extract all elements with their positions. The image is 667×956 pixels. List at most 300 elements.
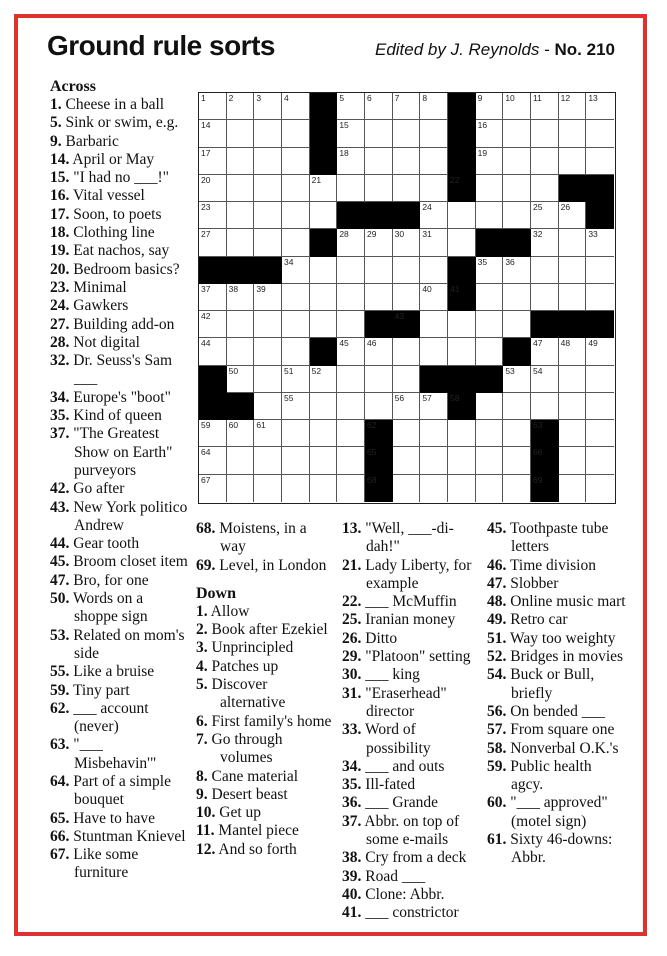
clue-text: Barbaric bbox=[61, 132, 119, 150]
clue-number: 28. bbox=[50, 333, 70, 351]
grid-square[interactable] bbox=[282, 311, 310, 338]
grid-square[interactable] bbox=[476, 475, 504, 502]
grid-square[interactable] bbox=[282, 120, 310, 147]
grid-square[interactable] bbox=[420, 338, 448, 365]
down-clue bbox=[342, 611, 484, 629]
down-clue bbox=[196, 658, 336, 676]
grid-square[interactable] bbox=[531, 366, 559, 393]
grid-square[interactable] bbox=[365, 175, 393, 202]
square-number: 68 bbox=[367, 474, 377, 485]
grid-square[interactable] bbox=[503, 284, 531, 311]
grid-square[interactable] bbox=[559, 366, 587, 393]
grid-square[interactable] bbox=[420, 393, 448, 420]
grid-square[interactable] bbox=[448, 202, 476, 229]
clue-text: Time division bbox=[506, 556, 596, 574]
grid-square[interactable] bbox=[254, 366, 282, 393]
grid-square[interactable] bbox=[254, 175, 282, 202]
clue-text: Gawkers bbox=[69, 297, 129, 315]
grid-square[interactable] bbox=[337, 420, 365, 447]
grid-square[interactable] bbox=[586, 475, 614, 502]
grid-square[interactable] bbox=[503, 202, 531, 229]
grid-square[interactable] bbox=[448, 475, 476, 502]
down-clue bbox=[196, 804, 336, 822]
grid-square[interactable] bbox=[282, 229, 310, 256]
grid-block bbox=[199, 257, 227, 284]
grid-square[interactable] bbox=[559, 202, 587, 229]
grid-square[interactable] bbox=[559, 229, 587, 256]
clue-text: Go after bbox=[69, 480, 125, 498]
grid-square[interactable] bbox=[586, 366, 614, 393]
grid-square[interactable] bbox=[420, 148, 448, 175]
grid-square[interactable] bbox=[199, 175, 227, 202]
across-clue bbox=[50, 682, 188, 700]
grid-square[interactable] bbox=[310, 202, 338, 229]
grid-square[interactable] bbox=[282, 148, 310, 175]
grid-square[interactable] bbox=[337, 257, 365, 284]
grid-block bbox=[227, 393, 255, 420]
grid-square[interactable] bbox=[227, 202, 255, 229]
grid-square[interactable] bbox=[420, 284, 448, 311]
clue-number: 41. bbox=[342, 904, 362, 922]
grid-square[interactable] bbox=[559, 284, 587, 311]
clue-text: Allow bbox=[207, 602, 250, 620]
grid-square[interactable] bbox=[393, 284, 421, 311]
grid-square[interactable] bbox=[559, 148, 587, 175]
grid-square[interactable] bbox=[559, 393, 587, 420]
grid-block bbox=[448, 257, 476, 284]
grid-square[interactable] bbox=[420, 120, 448, 147]
grid-square[interactable] bbox=[420, 93, 448, 120]
grid-square[interactable] bbox=[282, 202, 310, 229]
grid-square[interactable] bbox=[337, 148, 365, 175]
square-number: 30 bbox=[394, 229, 405, 240]
grid-square[interactable] bbox=[503, 447, 531, 474]
down-clue bbox=[196, 676, 336, 713]
grid-square[interactable] bbox=[448, 447, 476, 474]
grid-square[interactable] bbox=[337, 284, 365, 311]
grid-square[interactable] bbox=[393, 229, 421, 256]
grid-square[interactable] bbox=[227, 338, 255, 365]
grid-square[interactable] bbox=[227, 93, 255, 120]
square-number: 51 bbox=[284, 365, 294, 376]
clue-text: Sixty 46-downs: Abbr. bbox=[506, 831, 613, 867]
grid-square[interactable] bbox=[586, 393, 614, 420]
clue-number: 14. bbox=[50, 150, 70, 168]
clue-number: 34. bbox=[342, 757, 362, 775]
down-clue bbox=[487, 740, 627, 758]
down-clue bbox=[342, 868, 484, 886]
clue-text: April or May bbox=[69, 150, 155, 168]
grid-square[interactable] bbox=[199, 93, 227, 120]
grid-square[interactable] bbox=[310, 366, 338, 393]
grid-block bbox=[531, 420, 559, 447]
square-number: 60 bbox=[228, 420, 239, 431]
clue-text: Kind of queen bbox=[69, 407, 162, 425]
square-number: 53 bbox=[505, 365, 515, 376]
grid-square[interactable] bbox=[393, 475, 421, 502]
down-clue bbox=[342, 648, 484, 666]
grid-square[interactable] bbox=[448, 338, 476, 365]
grid-square[interactable] bbox=[227, 148, 255, 175]
clue-number: 12. bbox=[196, 840, 216, 858]
grid-square[interactable] bbox=[365, 93, 393, 120]
grid-square[interactable] bbox=[282, 257, 310, 284]
grid-square[interactable] bbox=[254, 338, 282, 365]
grid-square[interactable] bbox=[476, 393, 504, 420]
clue-text: Part of a simple bouquet bbox=[69, 772, 171, 809]
across-clue bbox=[50, 773, 188, 810]
grid-square[interactable] bbox=[227, 311, 255, 338]
grid-square[interactable] bbox=[476, 311, 504, 338]
grid-square[interactable] bbox=[531, 93, 559, 120]
grid-square[interactable] bbox=[503, 366, 531, 393]
grid-square[interactable] bbox=[393, 93, 421, 120]
grid-square[interactable] bbox=[531, 202, 559, 229]
clue-text: Online music mart bbox=[506, 593, 626, 611]
grid-square[interactable] bbox=[254, 148, 282, 175]
down-clue bbox=[196, 768, 336, 786]
clue-number: 51. bbox=[487, 629, 507, 647]
grid-square[interactable] bbox=[310, 311, 338, 338]
grid-square[interactable] bbox=[586, 257, 614, 284]
grid-square[interactable] bbox=[393, 447, 421, 474]
square-number: 9 bbox=[477, 93, 483, 103]
grid-square[interactable] bbox=[337, 93, 365, 120]
grid-square[interactable] bbox=[393, 148, 421, 175]
down-clue bbox=[342, 685, 484, 722]
square-number: 11 bbox=[533, 93, 542, 103]
grid-square[interactable] bbox=[282, 447, 310, 474]
grid-square[interactable] bbox=[448, 229, 476, 256]
down-clue bbox=[342, 813, 484, 850]
grid-square[interactable] bbox=[503, 475, 531, 502]
grid-square[interactable] bbox=[531, 229, 559, 256]
grid-square[interactable] bbox=[420, 257, 448, 284]
grid-square[interactable] bbox=[282, 284, 310, 311]
across-clue bbox=[50, 499, 188, 536]
grid-square[interactable] bbox=[199, 311, 227, 338]
clue-text: Clothing line bbox=[69, 224, 155, 242]
down-clue bbox=[487, 593, 627, 611]
grid-square[interactable] bbox=[337, 393, 365, 420]
grid-square[interactable] bbox=[559, 93, 587, 120]
clue-text: Public health agcy. bbox=[506, 757, 592, 794]
grid-square[interactable] bbox=[310, 393, 338, 420]
grid-square[interactable] bbox=[586, 338, 614, 365]
grid-square[interactable] bbox=[531, 175, 559, 202]
grid-square[interactable] bbox=[393, 420, 421, 447]
clue-text: Sink or swim, e.g. bbox=[61, 114, 179, 132]
grid-square[interactable] bbox=[476, 257, 504, 284]
grid-square[interactable] bbox=[254, 393, 282, 420]
grid-square[interactable] bbox=[199, 284, 227, 311]
grid-square[interactable] bbox=[586, 148, 614, 175]
clue-text: "Platoon" setting bbox=[361, 648, 471, 666]
down-clue bbox=[487, 666, 627, 703]
clue-number: 45. bbox=[50, 553, 70, 571]
clue-number: 61. bbox=[487, 831, 507, 849]
grid-square[interactable] bbox=[365, 257, 393, 284]
clue-text: Europe's "boot" bbox=[69, 388, 171, 406]
clue-number: 25. bbox=[342, 611, 362, 629]
grid-square[interactable] bbox=[531, 120, 559, 147]
grid-square[interactable] bbox=[420, 202, 448, 229]
grid-square[interactable] bbox=[503, 148, 531, 175]
grid-square[interactable] bbox=[337, 338, 365, 365]
grid-square[interactable] bbox=[282, 366, 310, 393]
grid-square[interactable] bbox=[476, 284, 504, 311]
across-clue bbox=[50, 316, 188, 334]
square-number: 5 bbox=[339, 93, 345, 103]
grid-square[interactable] bbox=[254, 420, 282, 447]
grid-square[interactable] bbox=[476, 202, 504, 229]
square-number: 41 bbox=[450, 283, 460, 294]
square-number: 38 bbox=[228, 283, 239, 294]
grid-square[interactable] bbox=[310, 447, 338, 474]
grid-square[interactable] bbox=[227, 420, 255, 447]
grid-square[interactable] bbox=[254, 475, 282, 502]
square-number: 66 bbox=[533, 447, 543, 458]
clue-number: 6. bbox=[196, 712, 208, 730]
grid-block bbox=[310, 229, 338, 256]
grid-block bbox=[531, 475, 559, 502]
grid-square[interactable] bbox=[199, 447, 227, 474]
square-number: 18 bbox=[339, 147, 349, 158]
grid-square[interactable] bbox=[420, 311, 448, 338]
square-number: 65 bbox=[367, 447, 377, 458]
grid-square[interactable] bbox=[476, 447, 504, 474]
grid-square[interactable] bbox=[254, 202, 282, 229]
clue-text: Eat nachos, say bbox=[69, 242, 170, 260]
clue-number: 34. bbox=[50, 388, 70, 406]
clue-text: Level, in London bbox=[215, 556, 327, 574]
across-clue bbox=[50, 553, 188, 571]
grid-square[interactable] bbox=[420, 420, 448, 447]
grid-square[interactable] bbox=[365, 120, 393, 147]
grid-square[interactable] bbox=[310, 420, 338, 447]
clue-text: Gear tooth bbox=[69, 535, 140, 553]
down-clue bbox=[342, 776, 484, 794]
clue-number: 11. bbox=[196, 822, 215, 840]
grid-square[interactable] bbox=[310, 475, 338, 502]
grid-square[interactable] bbox=[559, 475, 587, 502]
grid-square[interactable] bbox=[199, 475, 227, 502]
clue-number: 45. bbox=[487, 520, 507, 537]
grid-block bbox=[448, 148, 476, 175]
grid-square[interactable] bbox=[310, 257, 338, 284]
grid-square[interactable] bbox=[199, 202, 227, 229]
grid-square[interactable] bbox=[254, 311, 282, 338]
grid-square[interactable] bbox=[365, 338, 393, 365]
grid-block bbox=[365, 475, 393, 502]
grid-square[interactable] bbox=[559, 420, 587, 447]
square-number: 29 bbox=[367, 229, 377, 240]
grid-square[interactable] bbox=[365, 393, 393, 420]
grid-square[interactable] bbox=[365, 366, 393, 393]
grid-square[interactable] bbox=[503, 420, 531, 447]
grid-square[interactable] bbox=[254, 93, 282, 120]
grid-square[interactable] bbox=[227, 284, 255, 311]
clue-text: ___ king bbox=[361, 666, 420, 684]
down-clue bbox=[196, 639, 336, 657]
grid-square[interactable] bbox=[199, 120, 227, 147]
grid-square[interactable] bbox=[227, 475, 255, 502]
grid-square[interactable] bbox=[448, 420, 476, 447]
grid-square[interactable] bbox=[393, 120, 421, 147]
grid-square[interactable] bbox=[282, 420, 310, 447]
square-number: 48 bbox=[560, 338, 571, 349]
clue-number: 47. bbox=[487, 574, 507, 592]
grid-square[interactable] bbox=[337, 229, 365, 256]
clue-number: 64. bbox=[50, 772, 70, 790]
grid-square[interactable] bbox=[254, 284, 282, 311]
grid-square[interactable] bbox=[282, 338, 310, 365]
clues-column-3 bbox=[342, 520, 484, 923]
across-clue bbox=[50, 535, 188, 553]
clue-text: Go through volumes bbox=[207, 730, 283, 767]
grid-square[interactable] bbox=[254, 447, 282, 474]
clue-number: 3. bbox=[196, 639, 208, 657]
grid-square[interactable] bbox=[310, 284, 338, 311]
grid-square[interactable] bbox=[420, 447, 448, 474]
square-number: 49 bbox=[588, 338, 598, 349]
grid-square[interactable] bbox=[503, 175, 531, 202]
grid-square[interactable] bbox=[531, 338, 559, 365]
grid-square[interactable] bbox=[227, 120, 255, 147]
grid-square[interactable] bbox=[199, 338, 227, 365]
grid-square[interactable] bbox=[310, 175, 338, 202]
grid-square[interactable] bbox=[393, 257, 421, 284]
grid-block bbox=[586, 311, 614, 338]
clue-text: Related on mom's side bbox=[69, 626, 185, 662]
grid-square[interactable] bbox=[420, 229, 448, 256]
square-number: 22 bbox=[450, 174, 460, 185]
down-clue bbox=[342, 758, 484, 776]
grid-square[interactable] bbox=[337, 475, 365, 502]
grid-square[interactable] bbox=[586, 447, 614, 474]
grid-square[interactable] bbox=[503, 257, 531, 284]
grid-square[interactable] bbox=[531, 148, 559, 175]
across-clue bbox=[50, 352, 188, 389]
grid-square[interactable] bbox=[365, 148, 393, 175]
clue-number: 23. bbox=[50, 278, 70, 296]
grid-square[interactable] bbox=[476, 93, 504, 120]
grid-square[interactable] bbox=[393, 338, 421, 365]
clue-text: ___ constrictor bbox=[361, 904, 459, 922]
down-clue bbox=[196, 713, 336, 731]
square-number: 26 bbox=[560, 202, 571, 213]
grid-square[interactable] bbox=[586, 120, 614, 147]
grid-square[interactable] bbox=[476, 338, 504, 365]
grid-block bbox=[559, 311, 587, 338]
grid-square[interactable] bbox=[503, 93, 531, 120]
grid-square[interactable] bbox=[282, 93, 310, 120]
grid-square[interactable] bbox=[531, 393, 559, 420]
across-clue bbox=[50, 700, 188, 737]
clue-number: 60. bbox=[487, 794, 507, 812]
grid-square[interactable] bbox=[227, 229, 255, 256]
clue-text: Abbr. on top of some e-mails bbox=[361, 812, 460, 849]
down-clue bbox=[342, 794, 484, 812]
square-number: 33 bbox=[588, 229, 598, 240]
grid-square[interactable] bbox=[282, 175, 310, 202]
clue-text: Moistens, in a way bbox=[215, 520, 307, 556]
grid-square[interactable] bbox=[559, 120, 587, 147]
grid-square[interactable] bbox=[337, 447, 365, 474]
clue-number: 15. bbox=[50, 169, 70, 187]
down-clue bbox=[342, 557, 484, 594]
grid-square[interactable] bbox=[365, 284, 393, 311]
grid-square[interactable] bbox=[586, 284, 614, 311]
grid-square[interactable] bbox=[586, 420, 614, 447]
clue-number: 9. bbox=[50, 132, 62, 150]
grid-square[interactable] bbox=[448, 311, 476, 338]
grid-square[interactable] bbox=[282, 475, 310, 502]
grid-square[interactable] bbox=[586, 93, 614, 120]
grid-square[interactable] bbox=[476, 175, 504, 202]
clue-text: Cane material bbox=[207, 767, 298, 785]
grid-square[interactable] bbox=[282, 393, 310, 420]
grid-square[interactable] bbox=[476, 148, 504, 175]
square-number: 4 bbox=[284, 93, 289, 103]
grid-square[interactable] bbox=[227, 447, 255, 474]
grid-square[interactable] bbox=[337, 175, 365, 202]
grid-square[interactable] bbox=[199, 229, 227, 256]
clue-text: ___ and outs bbox=[361, 757, 445, 775]
grid-square[interactable] bbox=[503, 120, 531, 147]
grid-square[interactable] bbox=[254, 120, 282, 147]
grid-square[interactable] bbox=[337, 120, 365, 147]
grid-square[interactable] bbox=[393, 175, 421, 202]
across-clue bbox=[50, 389, 188, 407]
grid-square[interactable] bbox=[420, 475, 448, 502]
grid-square[interactable] bbox=[420, 175, 448, 202]
grid-square[interactable] bbox=[586, 229, 614, 256]
grid-square[interactable] bbox=[393, 366, 421, 393]
clue-number: 1. bbox=[196, 602, 208, 620]
clue-text: Way too weighty bbox=[506, 629, 616, 647]
clue-number: 33. bbox=[342, 721, 362, 739]
grid-square[interactable] bbox=[559, 447, 587, 474]
grid-square[interactable] bbox=[227, 366, 255, 393]
grid-square[interactable] bbox=[254, 229, 282, 256]
square-number: 44 bbox=[201, 338, 211, 349]
clue-number: 7. bbox=[196, 730, 208, 748]
grid-square[interactable] bbox=[559, 338, 587, 365]
grid-square[interactable] bbox=[503, 393, 531, 420]
square-number: 47 bbox=[533, 338, 543, 349]
grid-square[interactable] bbox=[199, 420, 227, 447]
grid-square[interactable] bbox=[476, 420, 504, 447]
clue-text: Patches up bbox=[207, 657, 279, 675]
grid-block bbox=[254, 257, 282, 284]
clue-number: 56. bbox=[487, 702, 507, 720]
across-clue bbox=[50, 279, 188, 297]
grid-block bbox=[531, 311, 559, 338]
grid-square[interactable] bbox=[531, 257, 559, 284]
grid-square[interactable] bbox=[365, 229, 393, 256]
grid-square[interactable] bbox=[199, 148, 227, 175]
grid-square[interactable] bbox=[227, 175, 255, 202]
grid-square[interactable] bbox=[559, 257, 587, 284]
grid-square[interactable] bbox=[337, 366, 365, 393]
grid-square[interactable] bbox=[393, 393, 421, 420]
grid-square[interactable] bbox=[531, 284, 559, 311]
grid-square[interactable] bbox=[337, 311, 365, 338]
grid-square[interactable] bbox=[503, 311, 531, 338]
grid-square[interactable] bbox=[476, 120, 504, 147]
clue-number: 21. bbox=[342, 556, 362, 574]
